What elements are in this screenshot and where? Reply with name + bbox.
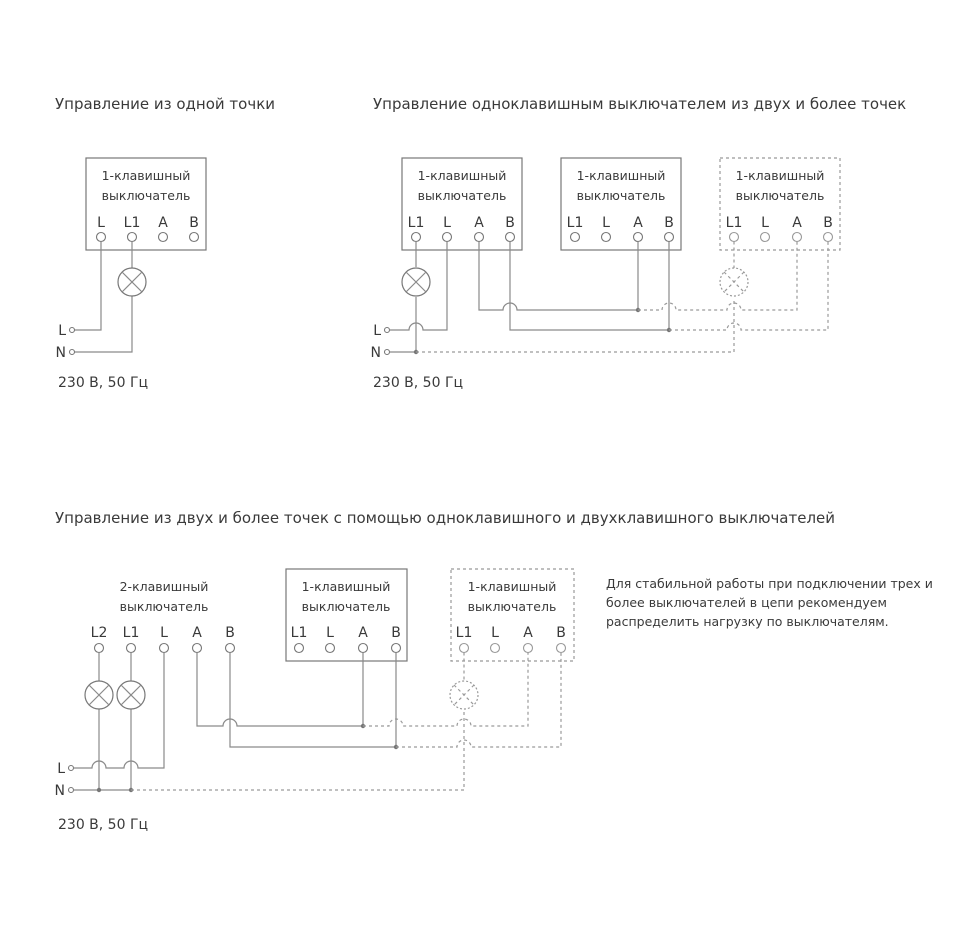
rail-label-N: N [370, 345, 381, 361]
terminal-L [602, 233, 611, 242]
terminal-label-L: L [491, 625, 499, 641]
switch-label-line2: выключатель [467, 599, 557, 614]
terminal-L1 [460, 644, 469, 653]
terminal-L1 [412, 233, 421, 242]
terminal-L [97, 233, 106, 242]
terminal-A [359, 644, 368, 653]
rail-label-N: N [54, 783, 65, 799]
wire-line [74, 242, 101, 331]
supply-label-3: 230 В, 50 Гц [58, 817, 149, 833]
wire-traveller-B [230, 653, 396, 748]
switch-label-line2: выключатель [101, 188, 191, 203]
junction-dot [97, 788, 101, 792]
switch-label-line1: 1-клавишный [101, 168, 191, 183]
lamp-optional-icon [450, 681, 478, 709]
note-line-2: более выключателей в цепи рекомендуем [606, 595, 887, 610]
terminal-label-A: A [792, 215, 802, 231]
terminal-L1 [571, 233, 580, 242]
wire-traveller-B [510, 242, 669, 331]
terminal-A [193, 644, 202, 653]
wire-lamp-to-neutral [74, 296, 132, 352]
terminal-label-L1: L1 [725, 215, 743, 231]
note-line-3: распределить нагрузку по выключателям. [606, 614, 889, 629]
terminal-B [824, 233, 833, 242]
diagram-two-points-mixed [55, 569, 574, 799]
two-key-label-line2: выключатель [119, 599, 209, 614]
rail-label-L: L [373, 323, 381, 339]
supply-label-2: 230 В, 50 Гц [373, 375, 464, 391]
terminal-A [475, 233, 484, 242]
terminal-B [557, 644, 566, 653]
two-key-label-line1: 2-клавишный [119, 579, 209, 594]
wire-neutral-optional [131, 709, 464, 790]
terminal-L2 [95, 644, 104, 653]
wire-traveller-B-optional [396, 653, 561, 748]
terminal-label-L: L [326, 625, 334, 641]
terminal-L [326, 644, 335, 653]
terminal-label-B: B [823, 215, 833, 231]
terminal-B [392, 644, 401, 653]
terminal-label-B: B [225, 625, 235, 641]
wire-neutral-optional [416, 298, 734, 352]
terminal-label-L2: L2 [90, 625, 108, 641]
rail-label-L: L [58, 323, 66, 339]
terminal-label-L: L [97, 215, 105, 231]
terminal-label-A: A [158, 215, 168, 231]
rail-terminal-N [385, 350, 390, 355]
terminal-B [226, 644, 235, 653]
rail-label-N: N [55, 345, 66, 361]
diagram-two-points-single [371, 158, 840, 361]
note-line-1: Для стабильной работы при подключении трех и [606, 576, 933, 591]
switch-label-line2: выключатель [301, 599, 391, 614]
terminal-label-L: L [602, 215, 610, 231]
terminal-L1 [127, 644, 136, 653]
terminal-A [634, 233, 643, 242]
terminal-label-A: A [633, 215, 643, 231]
terminal-label-A: A [192, 625, 202, 641]
switch-label-line1: 1-клавишный [301, 579, 391, 594]
lamp-icon [402, 268, 430, 296]
terminal-B [665, 233, 674, 242]
diagram-one-point [56, 158, 206, 361]
terminal-label-L: L [160, 625, 168, 641]
terminal-label-L: L [443, 215, 451, 231]
switch-label-line1: 1-клавишный [417, 168, 507, 183]
terminal-B [190, 233, 199, 242]
rail-label-L: L [57, 761, 65, 777]
heading-one-point: Управление из одной точки [55, 95, 275, 113]
switch-label-line1: 1-клавишный [735, 168, 825, 183]
terminal-label-L1: L1 [455, 625, 473, 641]
terminal-label-L1: L1 [123, 215, 141, 231]
terminal-label-A: A [358, 625, 368, 641]
lamp-icon [117, 681, 145, 709]
rail-terminal-L [385, 328, 390, 333]
terminal-L1 [128, 233, 137, 242]
terminal-label-L: L [761, 215, 769, 231]
rail-terminal-N [69, 788, 74, 793]
wire-traveller-B-optional [669, 242, 828, 331]
wire-line [74, 653, 165, 769]
terminal-label-L1: L1 [122, 625, 140, 641]
rail-terminal-L [70, 328, 75, 333]
terminal-label-A: A [474, 215, 484, 231]
switch-label-line2: выключатель [735, 188, 825, 203]
terminal-label-B: B [505, 215, 515, 231]
terminal-L [761, 233, 770, 242]
lamp-optional-icon [720, 268, 748, 296]
wire-traveller-A [197, 653, 363, 727]
heading-two-points-mixed: Управление из двух и более точек с помощью одноклавишного и двухклавишного выключателей [55, 509, 836, 527]
wire-traveller-A-optional [638, 242, 797, 311]
terminal-L1 [295, 644, 304, 653]
wire-traveller-A [479, 242, 638, 311]
terminal-label-L1: L1 [407, 215, 425, 231]
terminal-label-B: B [189, 215, 199, 231]
terminal-L1 [730, 233, 739, 242]
terminal-label-L1: L1 [566, 215, 584, 231]
terminal-A [159, 233, 168, 242]
terminal-L [443, 233, 452, 242]
lamp-icon [85, 681, 113, 709]
terminal-L [160, 644, 169, 653]
terminal-B [506, 233, 515, 242]
terminal-A [524, 644, 533, 653]
terminal-label-B: B [556, 625, 566, 641]
heading-two-points-single: Управление одноклавишным выключателем из двух и более точек [373, 95, 907, 113]
lamp-icon [118, 268, 146, 296]
terminal-label-A: A [523, 625, 533, 641]
supply-label-1: 230 В, 50 Гц [58, 375, 149, 391]
terminal-A [793, 233, 802, 242]
rail-terminal-L [69, 766, 74, 771]
terminal-label-B: B [664, 215, 674, 231]
switch-label-line2: выключатель [417, 188, 507, 203]
terminal-label-B: B [391, 625, 401, 641]
switch-label-line1: 1-клавишный [467, 579, 557, 594]
wire-traveller-A-optional [363, 653, 528, 727]
terminal-label-L1: L1 [290, 625, 308, 641]
switch-label-line1: 1-клавишный [576, 168, 666, 183]
switch-label-line2: выключатель [576, 188, 666, 203]
terminal-L [491, 644, 500, 653]
rail-terminal-N [70, 350, 75, 355]
